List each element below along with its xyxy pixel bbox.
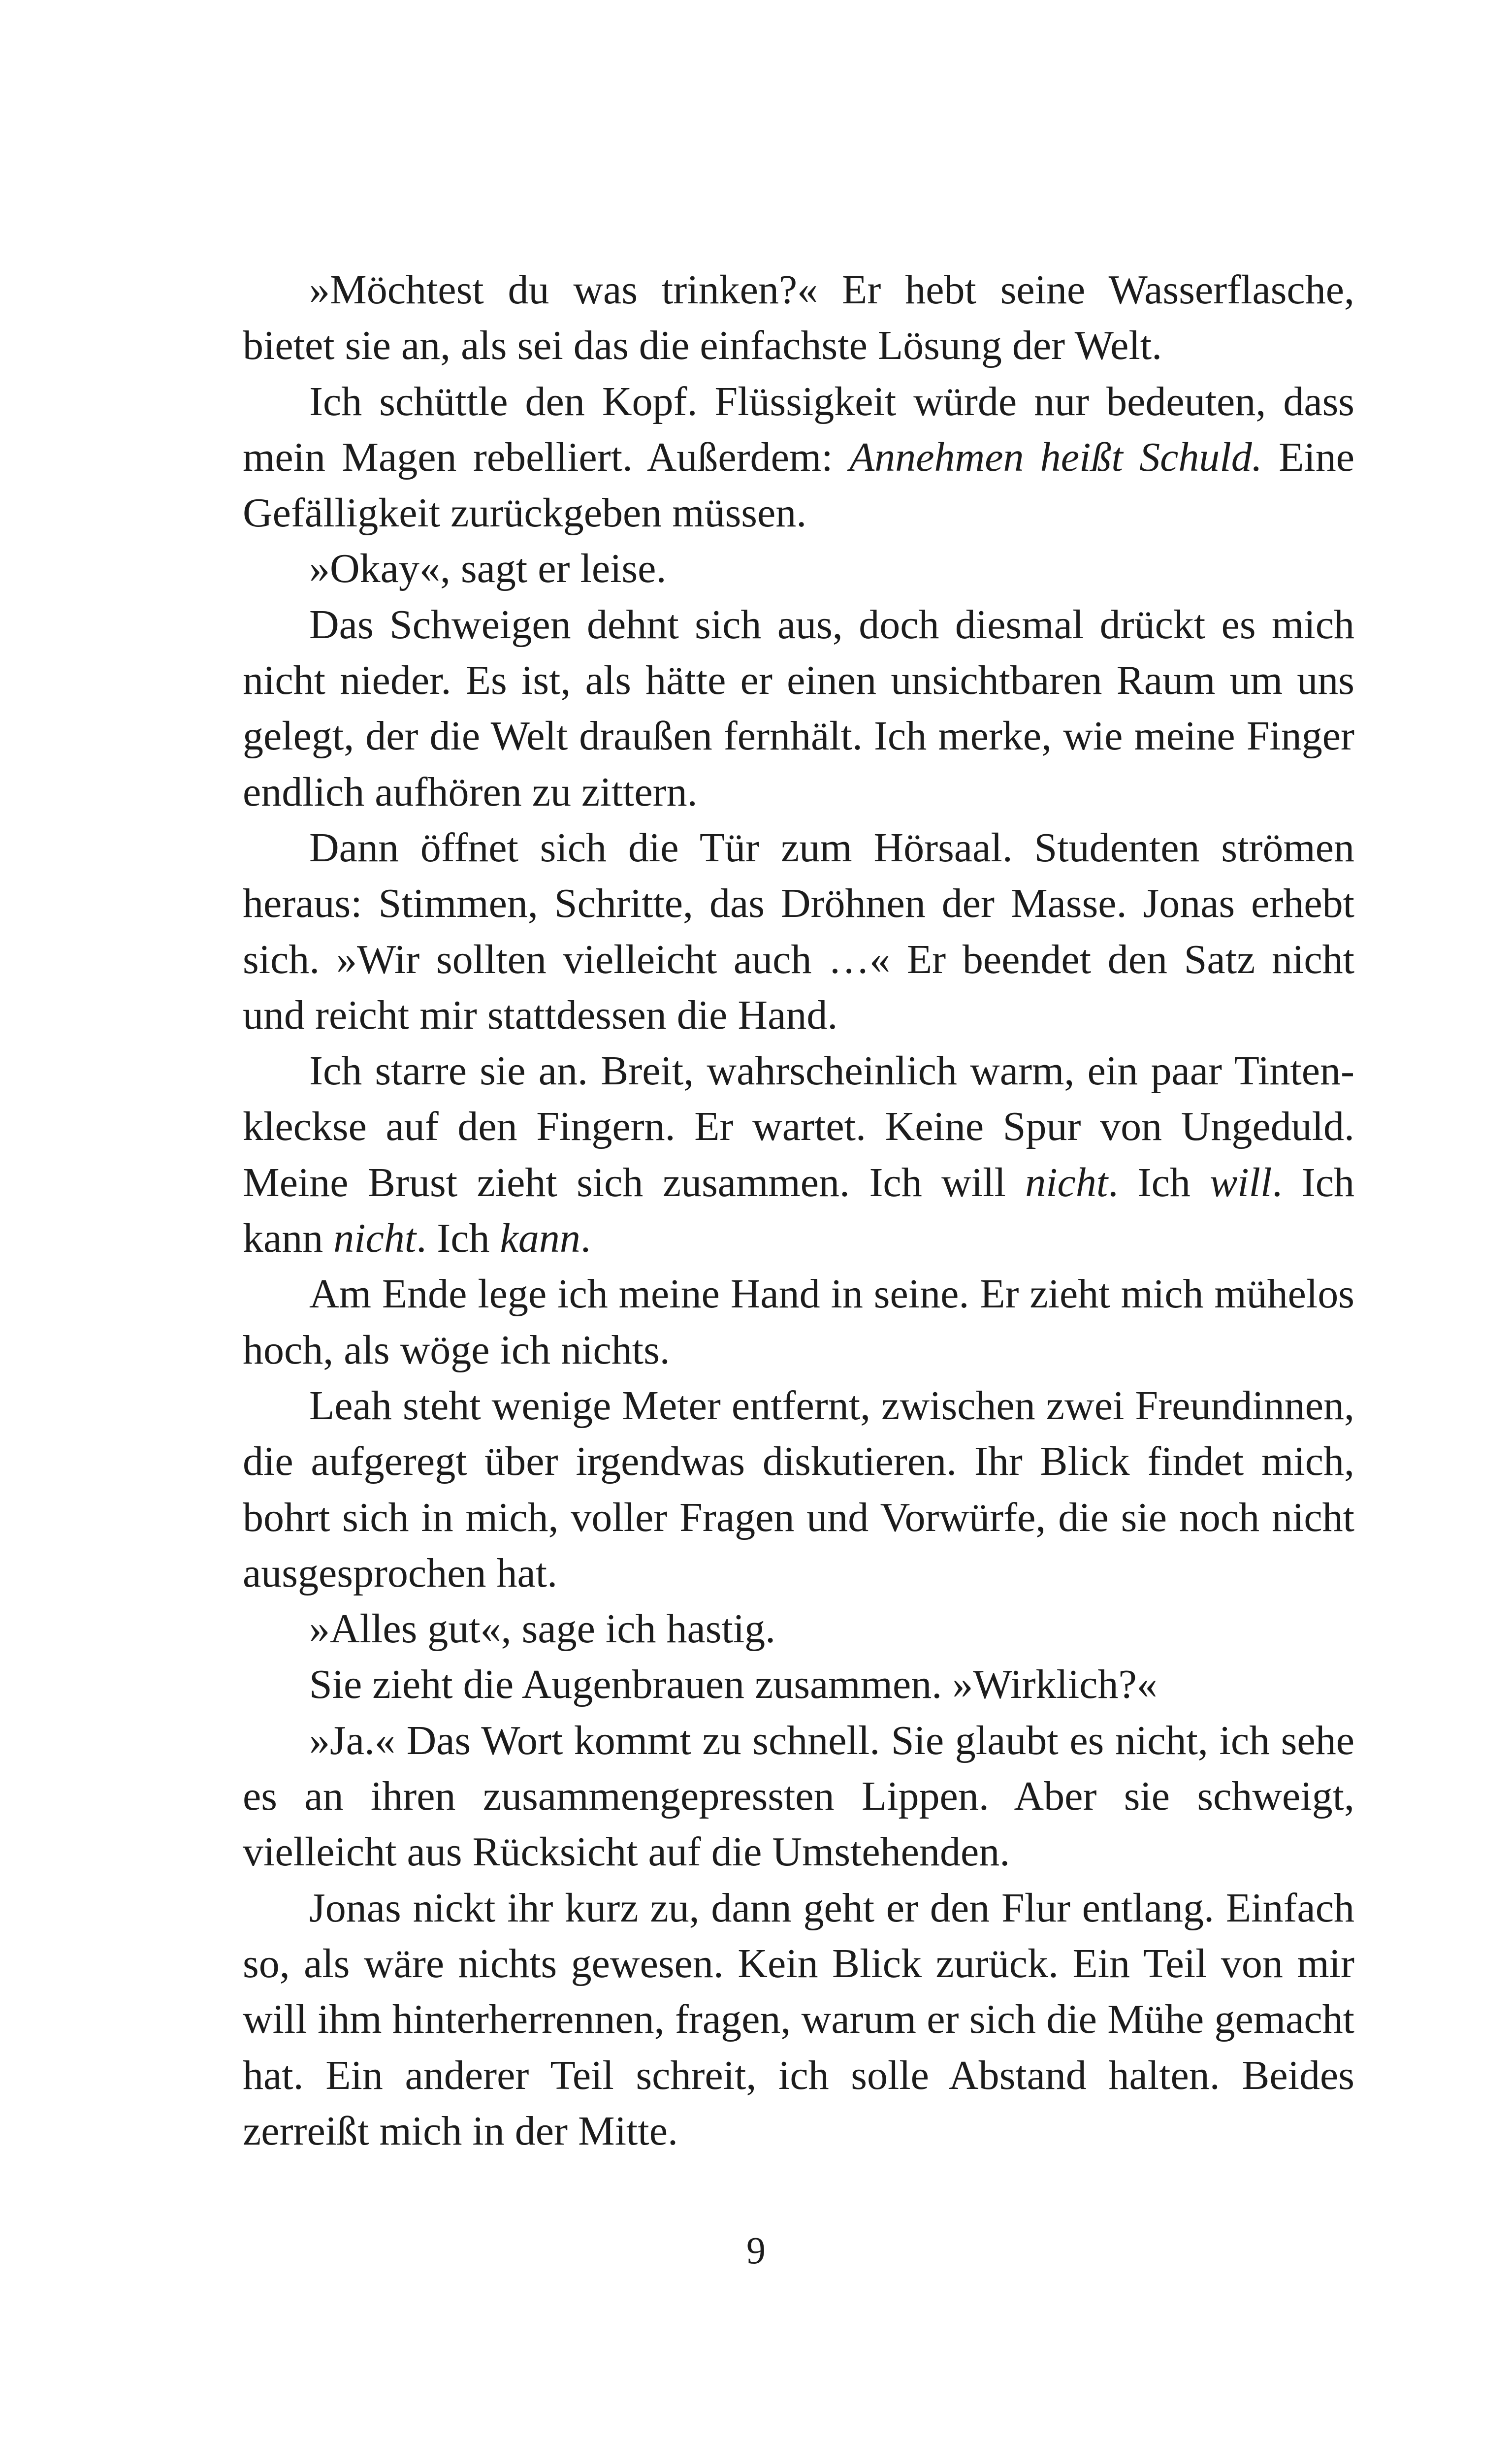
body-text bbox=[243, 262, 1354, 2159]
paragraph: Leah steht wenige Meter entfernt, zwischen zwei Freundinnen, die aufgeregt über irgendwas diskutieren. Ihr Blick findet mich, bohrt sich in mich, voller Fragen und Vorwürfe, die sie noch nicht ausgesprochen hat. bbox=[243, 1382, 1354, 1596]
emphasis: Annehmen heißt Schuld. bbox=[849, 434, 1262, 480]
emphasis: will bbox=[1210, 1159, 1272, 1205]
emphasis: nicht bbox=[1025, 1159, 1108, 1205]
text-run: Ich schüttle den Kopf. Flüssigkeit würde nur bedeuten, dass mein Magen rebelliert. Außerdem: bbox=[243, 378, 1354, 480]
paragraph: »Ja.« Das Wort kommt zu schnell. Sie glaubt es nicht, ich sehe es an ihren zusammengepressten Lippen. Aber sie schweigt, vielleicht aus Rücksicht auf die Umstehenden. bbox=[243, 1717, 1354, 1875]
paragraph: Dann öffnet sich die Tür zum Hörsaal. Studenten strömen heraus: Stimmen, Schritte, das Dröhnen der Masse. Jonas erhebt sich. »Wir sollten vielleicht auch …« Er beendet den Satz nicht und reicht mir stattdessen die Hand. bbox=[243, 824, 1354, 1038]
text-run: Ich starre sie an. Breit, wahrscheinlich warm, ein paar Tintenkleckse auf den Fingern. Er wartet. Keine Spur von Ungeduld. Meine Brust zieht sich zusammen. Ich will bbox=[243, 1048, 1354, 1205]
text-run: . Ich kann bbox=[243, 1159, 1354, 1262]
paragraph: Sie zieht die Augenbrauen zusammen. »Wirklich?« bbox=[309, 1661, 1158, 1708]
page-number: 9 bbox=[746, 2229, 766, 2272]
paragraph: »Möchtest du was trinken?« Er hebt seine Wasserflasche, bietet sie an, als sei das die einfachste Lösung der Welt. bbox=[243, 267, 1354, 369]
text-run: . Ich bbox=[1108, 1159, 1210, 1205]
paragraph: »Okay«, sagt er leise. bbox=[309, 546, 667, 592]
paragraph: Jonas nickt ihr kurz zu, dann geht er den Flur entlang. Einfach so, als wäre nichts gewesen. Kein Blick zurück. Ein Teil von mir will ihm hinterherrennen, fragen, warum er sich die Mühe gemacht hat. Ein anderer Teil schreit, ich solle Abstand halten. Beides zerreißt mich in der Mitte. bbox=[243, 1885, 1354, 2154]
paragraph: »Alles gut«, sage ich hastig. bbox=[309, 1606, 776, 1652]
paragraph: Das Schweigen dehnt sich aus, doch diesmal drückt es mich nicht nieder. Es ist, als hätte er einen unsichtbaren Raum um uns gelegt, der die Welt draußen fernhält. Ich merke, wie meine Finger endlich aufhören zu zittern. bbox=[243, 601, 1354, 815]
emphasis: nicht bbox=[333, 1215, 417, 1262]
emphasis: kann bbox=[500, 1215, 580, 1262]
paragraph bbox=[243, 374, 1354, 541]
paragraph: Am Ende lege ich meine Hand in seine. Er zieht mich mühelos hoch, als wöge ich nichts. bbox=[243, 1271, 1354, 1373]
text-run: Eine Gefälligkeit zurückgeben müssen. bbox=[243, 434, 1354, 536]
text-run: . bbox=[580, 1215, 591, 1262]
paragraph bbox=[243, 1043, 1354, 1266]
text-run: . Ich bbox=[416, 1215, 500, 1262]
